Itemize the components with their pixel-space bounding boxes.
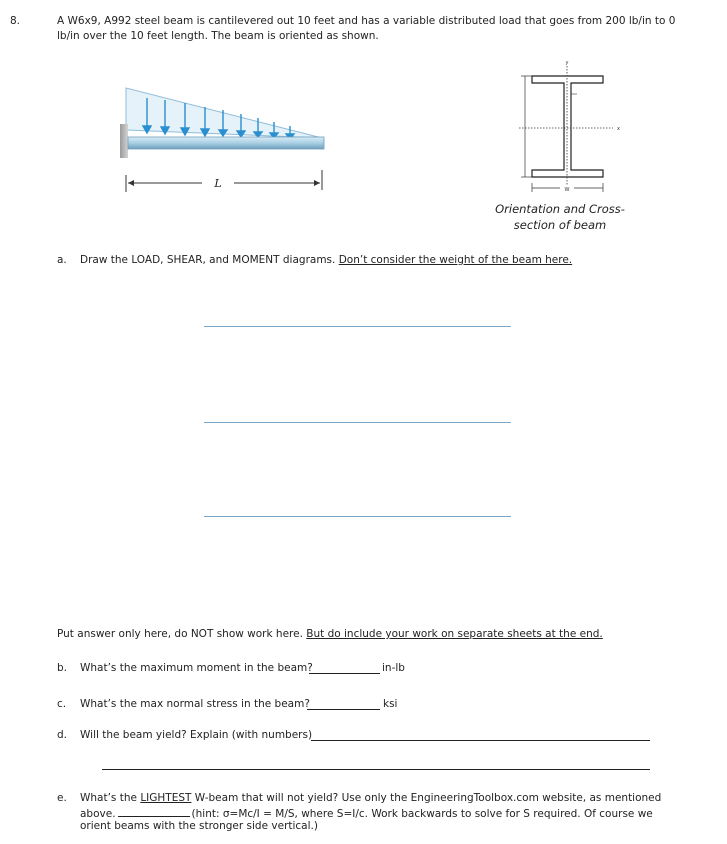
moment-diagram-baseline <box>204 516 511 517</box>
answer-note-emphasis: But do include your work on separate sheets at the end. <box>306 628 603 640</box>
part-e-line1 <box>80 791 661 805</box>
x-axis-label: x <box>617 126 620 132</box>
part-c-letter: c. <box>57 698 67 710</box>
answer-note-text: Put answer only here, do NOT show work here. <box>57 628 307 640</box>
cantilever-beam-figure <box>110 78 335 203</box>
part-d-answer-line2[interactable] <box>102 769 650 770</box>
part-a-text <box>80 253 572 267</box>
part-d-question: Will the beam yield? Explain (with numbers) <box>80 729 313 741</box>
part-e-line3: orient beams with the stronger side vertical.) <box>80 820 318 832</box>
y-axis-label: y <box>565 60 569 66</box>
part-c-answer-blank[interactable] <box>307 709 380 710</box>
part-e-text-pre: What’s the <box>80 792 141 804</box>
shear-diagram-baseline <box>204 422 511 423</box>
part-b-unit: in-lb <box>382 662 405 674</box>
span-label: L <box>214 177 222 190</box>
question-text-line2: lb/in over the 10 feet length. The beam is oriented as shown. <box>57 30 379 42</box>
part-a-emphasis: Don’t consider the weight of the beam here. <box>338 254 573 266</box>
part-a-instruction: Draw the LOAD, SHEAR, and MOMENT diagrams. <box>80 254 339 266</box>
figure-caption <box>490 201 630 233</box>
part-e-text-post: W-beam that will not yield? Use only the EngineeringToolbox.com website, as mentioned <box>191 792 662 804</box>
width-label: W <box>564 187 570 193</box>
load-diagram-baseline <box>204 326 511 327</box>
part-c-unit: ksi <box>383 698 398 710</box>
part-c-question: What’s the max normal stress in the beam? <box>80 698 310 710</box>
part-e-answer-blank[interactable] <box>118 805 190 817</box>
i-beam-cross-section <box>505 58 625 198</box>
part-a-letter: a. <box>57 254 67 266</box>
part-e-line2-post: (hint: σ=Mc/I = M/S, where S=I/c. Work backwards to solve for S required. Of course we <box>191 808 653 820</box>
caption-line2: section of beam <box>513 218 607 232</box>
part-b-letter: b. <box>57 662 68 674</box>
question-number: 8. <box>10 15 21 27</box>
part-e-line2-pre: above. <box>80 808 116 820</box>
question-text-line1: A W6x9, A992 steel beam is cantilevered out 10 feet and has a variable distributed load that goes from 200 lb/in to 0 <box>57 15 676 27</box>
caption-line1: Orientation and Cross- <box>495 202 625 216</box>
fixed-wall-support <box>120 124 128 158</box>
part-b-question: What’s the maximum moment in the beam? <box>80 662 313 674</box>
answer-note <box>57 627 603 641</box>
part-e-letter: e. <box>57 792 67 804</box>
beam-body <box>128 137 324 149</box>
part-b-answer-blank[interactable] <box>309 673 380 674</box>
part-d-letter: d. <box>57 729 68 741</box>
part-d-answer-line1[interactable] <box>311 740 650 741</box>
part-e-emphasis: LIGHTEST <box>140 792 192 804</box>
i-beam-shape <box>532 76 603 177</box>
